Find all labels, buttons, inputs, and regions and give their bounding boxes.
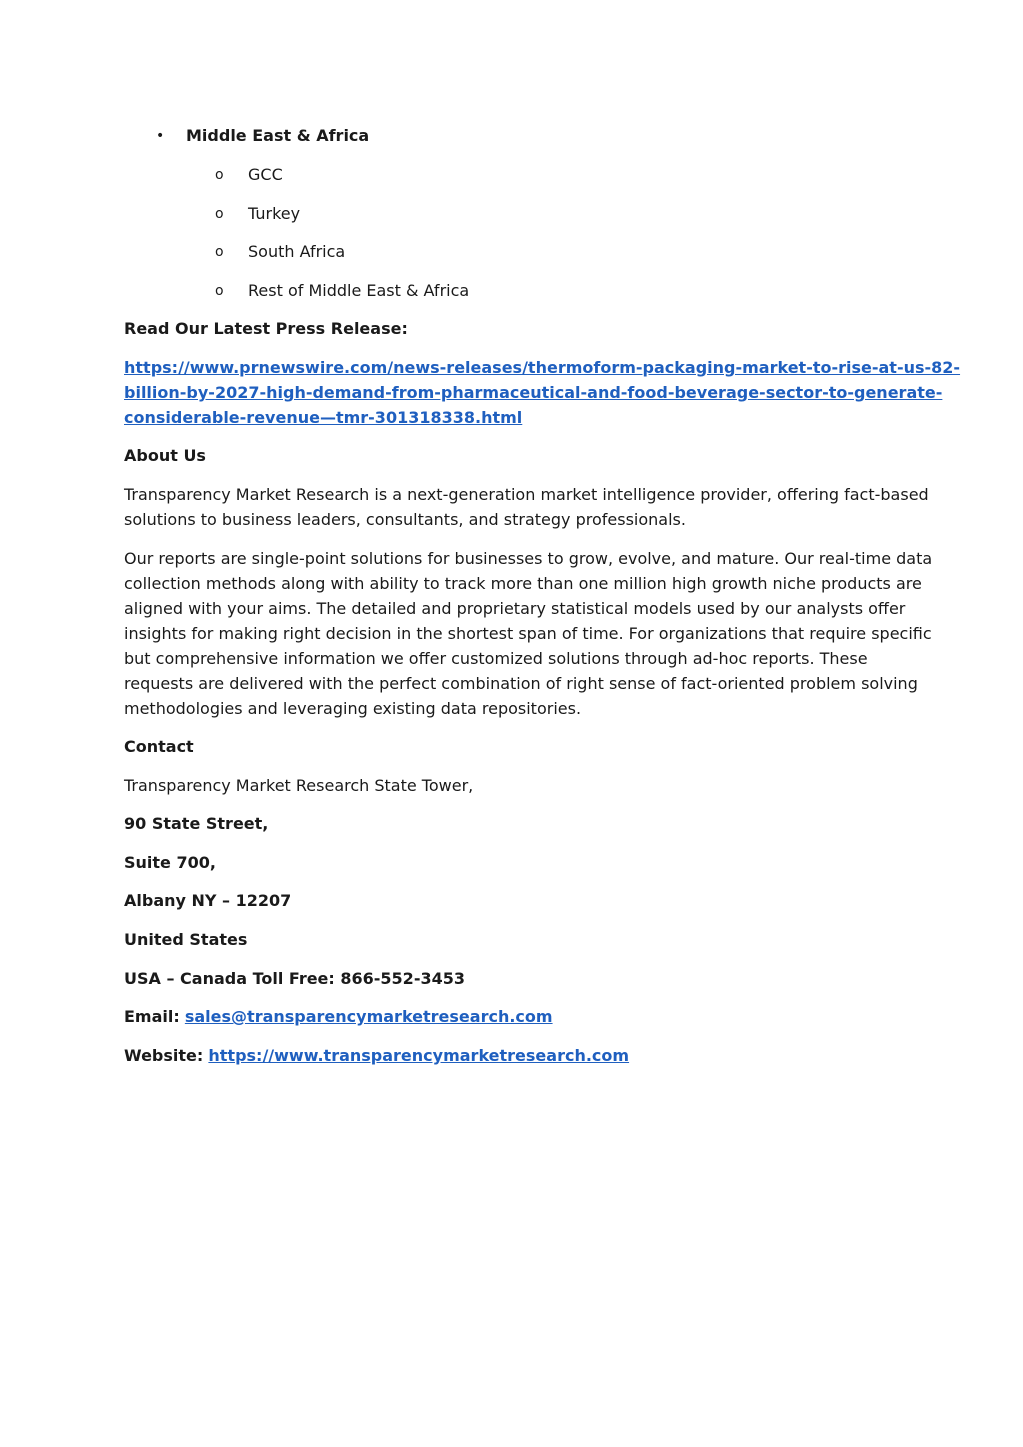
contact-heading: Contact xyxy=(124,737,194,756)
about-paragraph-line: collection methods along with ability to track more than one million high growth niche products are xyxy=(124,574,922,593)
contact-email-row xyxy=(124,1004,553,1029)
contact-street: 90 State Street, xyxy=(124,814,269,833)
contact-organization: Transparency Market Research State Tower, xyxy=(124,776,474,795)
contact-website-row xyxy=(124,1043,629,1068)
email-link[interactable]: sales@transparencymarketresearch.com xyxy=(184,1007,553,1026)
sub-bullet-marker: o xyxy=(215,167,224,183)
email-label: Email: xyxy=(124,1007,180,1026)
about-paragraph-line: aligned with your aims. The detailed and proprietary statistical models used by our analysts offer xyxy=(124,599,906,618)
region-sub-item: Rest of Middle East & Africa xyxy=(248,281,470,300)
sub-bullet-marker: o xyxy=(215,283,224,299)
sub-bullet-marker: o xyxy=(215,244,224,260)
press-release-link[interactable]: billion-by-2027-high-demand-from-pharmaceutical-and-food-beverage-sector-to-generate- xyxy=(124,383,943,402)
website-label: Website: xyxy=(124,1046,204,1065)
press-release-link[interactable]: https://www.prnewswire.com/news-releases/thermoform-packaging-market-to-rise-at-us-82- xyxy=(124,358,961,377)
contact-city: Albany NY – 12207 xyxy=(124,891,292,910)
region-sub-item: GCC xyxy=(248,165,283,184)
contact-suite: Suite 700, xyxy=(124,853,216,872)
contact-country: United States xyxy=(124,930,248,949)
about-paragraph-line: but comprehensive information we offer customized solutions through ad-hoc reports. These xyxy=(124,649,868,668)
contact-toll-free: USA – Canada Toll Free: 866-552-3453 xyxy=(124,969,465,988)
region-sub-item: Turkey xyxy=(248,204,301,223)
press-release-heading: Read Our Latest Press Release: xyxy=(124,319,408,338)
about-paragraph-line: Transparency Market Research is a next-generation market intelligence provider, offering fact-based xyxy=(124,485,929,504)
press-release-link[interactable]: considerable-revenue—tmr-301318338.html xyxy=(124,408,523,427)
about-paragraph-line: solutions to business leaders, consultants, and strategy professionals. xyxy=(124,510,686,529)
bullet-marker: • xyxy=(156,128,165,144)
website-link[interactable]: https://www.transparencymarketresearch.com xyxy=(208,1046,630,1065)
about-paragraph-line: methodologies and leveraging existing data repositories. xyxy=(124,699,582,718)
about-heading: About Us xyxy=(124,446,206,465)
region-main-item: Middle East & Africa xyxy=(186,126,370,145)
about-paragraph-line: requests are delivered with the perfect combination of right sense of fact-oriented problem solving xyxy=(124,674,918,693)
sub-bullet-marker: o xyxy=(215,206,224,222)
about-paragraph-line: insights for making right decision in the shortest span of time. For organizations that require specific xyxy=(124,624,932,643)
about-paragraph-line: Our reports are single-point solutions for businesses to grow, evolve, and mature. Our real-time data xyxy=(124,549,933,568)
region-sub-item: South Africa xyxy=(248,242,346,261)
